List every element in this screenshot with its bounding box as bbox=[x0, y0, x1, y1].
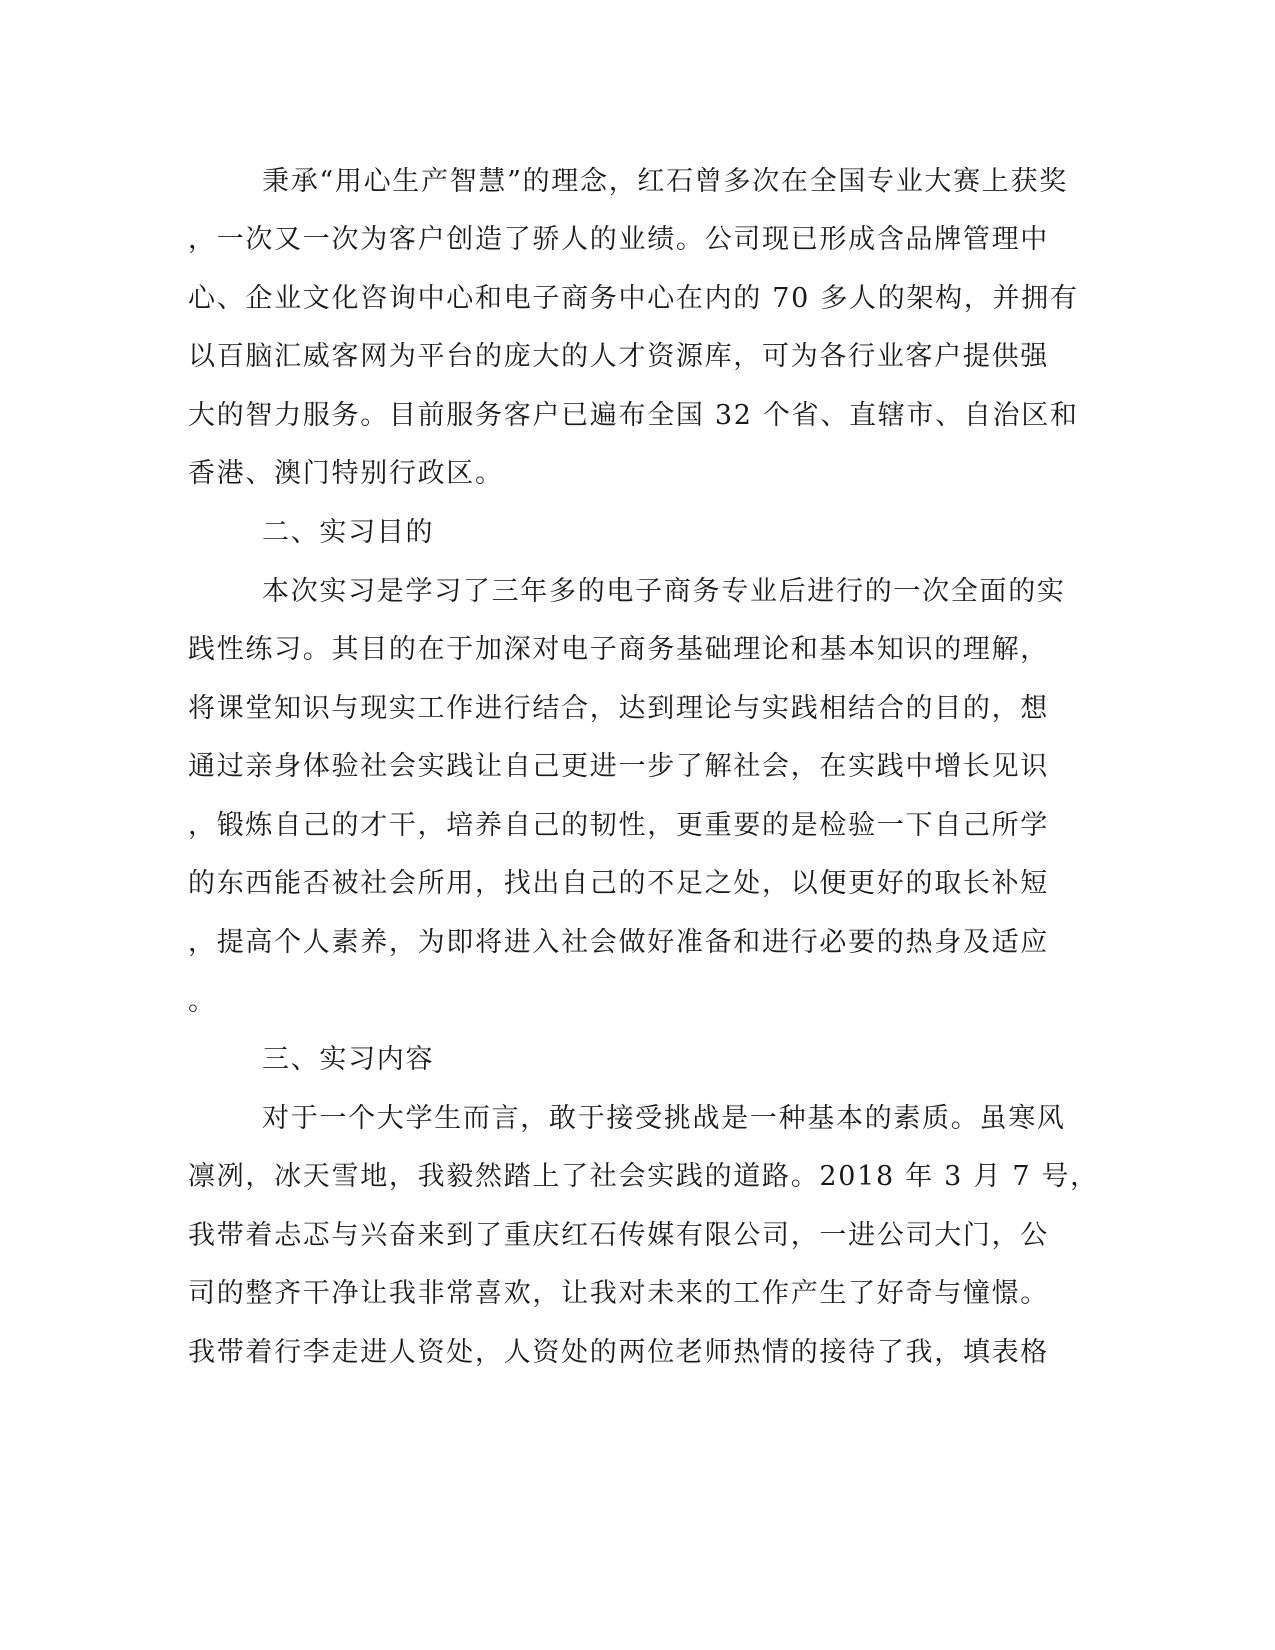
paragraph-company-line-2: ，一次又一次为客户创造了骄人的业绩。公司现已形成含品牌管理中 bbox=[188, 224, 1049, 255]
paragraph-purpose-line-8: 。 bbox=[188, 986, 217, 1017]
paragraph-content-line-3: 我带着忐忑与兴奋来到了重庆红石传媒有限公司，一进公司大门，公 bbox=[188, 1220, 1049, 1251]
paragraph-purpose-line-3: 将课堂知识与现实工作进行结合，达到理论与实践相结合的目的，想 bbox=[188, 693, 1049, 724]
section-heading-content: 三、实习内容 bbox=[262, 1044, 435, 1075]
paragraph-company-line-6: 香港、澳门特别行政区。 bbox=[188, 458, 504, 489]
paragraph-purpose-line-2: 践性练习。其目的在于加深对电子商务基础理论和基本知识的理解， bbox=[188, 634, 1049, 665]
paragraph-purpose-line-7: ，提高个人素养，为即将进入社会做好准备和进行必要的热身及适应 bbox=[188, 927, 1049, 958]
paragraph-content-line-1: 对于一个大学生而言，敢于接受挑战是一种基本的素质。虽寒风 bbox=[262, 1103, 1066, 1134]
paragraph-purpose-line-6: 的东西能否被社会所用，找出自己的不足之处，以便更好的取长补短 bbox=[188, 868, 1049, 899]
paragraph-content-line-4: 司的整齐干净让我非常喜欢，让我对未来的工作产生了好奇与憧憬。 bbox=[188, 1278, 1049, 1309]
section-heading-purpose: 二、实习目的 bbox=[262, 517, 435, 548]
paragraph-company-line-1: 秉承“用心生产智慧”的理念，红石曾多次在全国专业大赛上获奖 bbox=[262, 166, 1068, 197]
paragraph-purpose-line-1: 本次实习是学习了三年多的电子商务专业后进行的一次全面的实 bbox=[262, 576, 1066, 607]
paragraph-content-line-2: 凛冽，冰天雪地，我毅然踏上了社会实践的道路。2018 年 3 月 7 号， bbox=[188, 1161, 1099, 1192]
paragraph-company-line-5: 大的智力服务。目前服务客户已遍布全国 32 个省、直辖市、自治区和 bbox=[188, 400, 1079, 431]
paragraph-purpose-line-4: 通过亲身体验社会实践让自己更进一步了解社会，在实践中增长见识 bbox=[188, 751, 1049, 782]
paragraph-purpose-line-5: ，锻炼自己的才干，培养自己的韧性，更重要的是检验一下自己所学 bbox=[188, 810, 1049, 841]
paragraph-content-line-5: 我带着行李走进人资处，人资处的两位老师热情的接待了我，填表格 bbox=[188, 1337, 1049, 1368]
paragraph-company-line-4: 以百脑汇威客网为平台的庞大的人才资源库，可为各行业客户提供强 bbox=[188, 341, 1049, 372]
paragraph-company-line-3: 心、企业文化咨询中心和电子商务中心在内的 70 多人的架构，并拥有 bbox=[188, 283, 1079, 314]
